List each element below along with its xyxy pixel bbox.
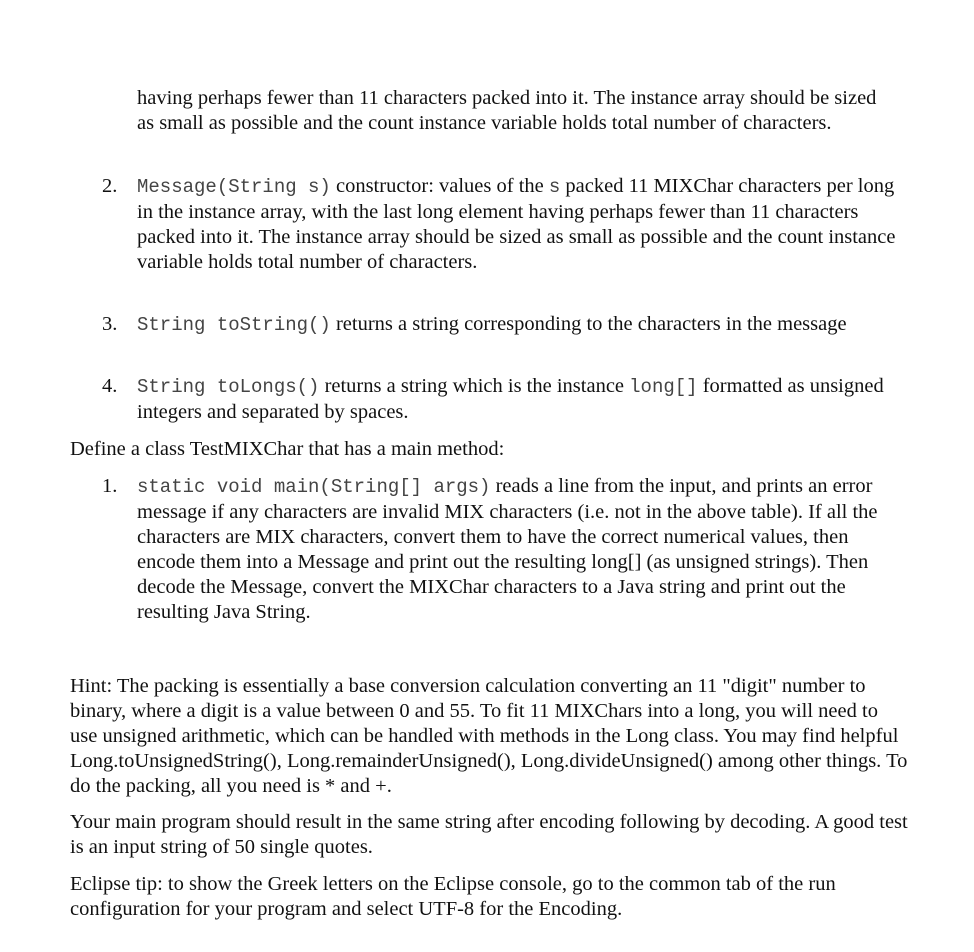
list-item-message-constructor bbox=[137, 174, 897, 275]
code-snippet: Message(String s) bbox=[137, 176, 331, 198]
item-text: returns a string which is the instance bbox=[319, 375, 630, 397]
intro-tail-paragraph: having perhaps fewer than 11 characters packed into it. The instance array should be sized as small as possible and the count instance variable holds total number of characters. bbox=[137, 87, 877, 134]
list-number: 4. bbox=[102, 375, 118, 397]
code-snippet: static void main(String[] args) bbox=[137, 476, 491, 498]
item-text: packed 11 MIXChar characters per long in the instance array, with the last long element having perhaps fewer than 11 characters packed into it. The instance array should be sized as small as possible and the count instance variable holds total number of characters. bbox=[137, 175, 896, 273]
code-snippet: String toLongs() bbox=[137, 376, 320, 398]
hint-paragraph: Hint: The packing is essentially a base conversion calculation converting an 11 "digit" number to binary, where a digit is a value between 0 and 55. To fit 11 MIXChars into a long, you will need to use unsigned arithmetic, which can be handled with methods in the Long class. You may find helpful Long.toUnsignedString(), Long.remainderUnsigned(), Long.divideUnsigned() among other things. To do the packing, all you need is * and +. bbox=[70, 675, 908, 797]
item-text: constructor: values of the bbox=[330, 175, 549, 197]
item-text: reads a line from the input, and prints an error message if any characters are invalid MIX characters (i.e. not in the above table). If all the characters are MIX characters, convert them to have the correct numerical values, then encode them into a Message and print out the resulting long[] (as unsigned strings). Then decode the Message, convert the MIXChar characters to a Java string and print out the resulting Java String. bbox=[137, 475, 878, 623]
eclipse-tip-paragraph: Eclipse tip: to show the Greek letters on the Eclipse console, go to the common tab of the run configuration for your program and select UTF-8 for the Encoding. bbox=[70, 873, 836, 920]
list-number: 3. bbox=[102, 313, 118, 335]
list-number: 2. bbox=[102, 175, 118, 197]
item-text: formatted as unsigned integers and separated by spaces. bbox=[137, 375, 884, 423]
list-item-tostring bbox=[137, 312, 897, 338]
code-snippet: String toString() bbox=[137, 314, 331, 336]
main-program-paragraph: Your main program should result in the same string after encoding following by decoding. A good test is an input string of 50 single quotes. bbox=[70, 811, 908, 858]
list-number: 1. bbox=[102, 475, 118, 497]
item-text: returns a string corresponding to the characters in the message bbox=[330, 313, 847, 335]
list-item-main-method bbox=[137, 474, 897, 625]
code-snippet: s bbox=[548, 176, 561, 198]
list-item-tolongs bbox=[137, 374, 897, 425]
code-snippet: long[] bbox=[629, 376, 698, 398]
define-class-line: Define a class TestMIXChar that has a main method: bbox=[70, 438, 505, 460]
